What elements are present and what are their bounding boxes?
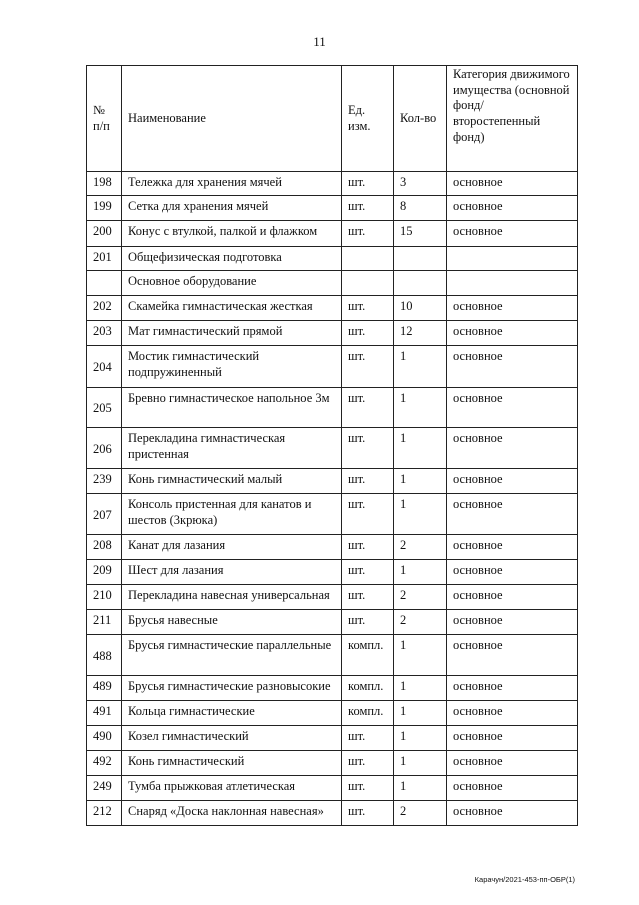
cell-name: Перекладина гимнастическая пристенная (122, 428, 342, 469)
cell-category: основное (447, 560, 578, 585)
cell-unit: шт. (342, 469, 394, 494)
cell-qty: 1 (394, 428, 447, 469)
cell-unit (342, 271, 394, 296)
cell-unit (342, 247, 394, 271)
cell-num: 492 (87, 751, 122, 776)
cell-unit: шт. (342, 388, 394, 428)
document-footer: Карачун/2021-453-пп-ОБР(1) (474, 875, 575, 884)
table-header-row (87, 66, 578, 172)
cell-name: Тележка для хранения мячей (122, 172, 342, 196)
cell-name: Бревно гимнастическое напольное 3м (122, 388, 342, 428)
cell-category (447, 247, 578, 271)
cell-name: Скамейка гимнастическая жесткая (122, 296, 342, 321)
cell-num: 239 (87, 469, 122, 494)
cell-unit: шт. (342, 585, 394, 610)
cell-num: 203 (87, 321, 122, 346)
cell-qty: 15 (394, 221, 447, 247)
table-row (87, 635, 578, 676)
cell-num: 198 (87, 172, 122, 196)
cell-qty: 1 (394, 560, 447, 585)
header-category: Категория движимого имущества (основной фонд/ второстепенный фонд) (447, 66, 578, 172)
cell-unit: компл. (342, 701, 394, 726)
cell-name: Конь гимнастический (122, 751, 342, 776)
cell-qty: 3 (394, 172, 447, 196)
cell-name: Шест для лазания (122, 560, 342, 585)
cell-category: основное (447, 801, 578, 826)
cell-category (447, 271, 578, 296)
table-row (87, 196, 578, 221)
cell-category: основное (447, 346, 578, 388)
table-row (87, 321, 578, 346)
cell-qty: 1 (394, 494, 447, 535)
cell-unit: шт. (342, 776, 394, 801)
cell-qty: 1 (394, 751, 447, 776)
cell-category: основное (447, 428, 578, 469)
table-row (87, 776, 578, 801)
cell-name: Конус с втулкой, палкой и флажком (122, 221, 342, 247)
cell-num: 199 (87, 196, 122, 221)
cell-qty (394, 271, 447, 296)
cell-name: Основное оборудование (122, 271, 342, 296)
cell-unit: шт. (342, 196, 394, 221)
cell-unit: шт. (342, 221, 394, 247)
cell-category: основное (447, 585, 578, 610)
page-number: 11 (313, 34, 326, 49)
cell-category: основное (447, 776, 578, 801)
table-row (87, 676, 578, 701)
cell-num: 249 (87, 776, 122, 801)
cell-num: 201 (87, 247, 122, 271)
cell-category: основное (447, 221, 578, 247)
cell-num: 210 (87, 585, 122, 610)
cell-unit: шт. (342, 726, 394, 751)
cell-qty: 1 (394, 701, 447, 726)
table-row (87, 494, 578, 535)
cell-num: 205 (87, 388, 122, 428)
table-row (87, 388, 578, 428)
cell-category: основное (447, 535, 578, 560)
cell-unit: шт. (342, 801, 394, 826)
cell-name: Козел гимнастический (122, 726, 342, 751)
cell-num: 202 (87, 296, 122, 321)
table-row (87, 801, 578, 826)
table-row (87, 585, 578, 610)
table-row (87, 172, 578, 196)
cell-category: основное (447, 321, 578, 346)
cell-num: 212 (87, 801, 122, 826)
cell-category: основное (447, 751, 578, 776)
inventory-table (86, 65, 578, 826)
cell-unit: шт. (342, 296, 394, 321)
cell-name: Тумба прыжковая атлетическая (122, 776, 342, 801)
cell-name: Конь гимнастический малый (122, 469, 342, 494)
cell-name: Канат для лазания (122, 535, 342, 560)
table-row (87, 428, 578, 469)
table-row (87, 221, 578, 247)
cell-qty: 1 (394, 346, 447, 388)
header-name: Наименование (122, 66, 342, 172)
cell-category: основное (447, 610, 578, 635)
cell-qty: 2 (394, 801, 447, 826)
table-row (87, 751, 578, 776)
cell-num: 488 (87, 635, 122, 676)
cell-num: 206 (87, 428, 122, 469)
cell-qty: 8 (394, 196, 447, 221)
cell-name: Мостик гимнастический подпружиненный (122, 346, 342, 388)
cell-category: основное (447, 196, 578, 221)
table-row (87, 610, 578, 635)
cell-category: основное (447, 726, 578, 751)
cell-qty: 10 (394, 296, 447, 321)
cell-unit: шт. (342, 321, 394, 346)
cell-name: Кольца гимнастические (122, 701, 342, 726)
table-row (87, 271, 578, 296)
cell-unit: шт. (342, 610, 394, 635)
cell-category: основное (447, 635, 578, 676)
cell-name: Сетка для хранения мячей (122, 196, 342, 221)
table-row (87, 560, 578, 585)
cell-name: Общефизическая подготовка (122, 247, 342, 271)
cell-category: основное (447, 701, 578, 726)
cell-num: 491 (87, 701, 122, 726)
cell-unit: компл. (342, 635, 394, 676)
table-row (87, 535, 578, 560)
cell-name: Брусья навесные (122, 610, 342, 635)
cell-qty (394, 247, 447, 271)
cell-qty: 1 (394, 469, 447, 494)
cell-num: 490 (87, 726, 122, 751)
table-row (87, 469, 578, 494)
cell-num: 208 (87, 535, 122, 560)
cell-category: основное (447, 469, 578, 494)
cell-qty: 1 (394, 388, 447, 428)
header-qty: Кол-во (394, 66, 447, 172)
cell-qty: 1 (394, 676, 447, 701)
cell-category: основное (447, 388, 578, 428)
cell-qty: 1 (394, 635, 447, 676)
cell-category: основное (447, 676, 578, 701)
cell-qty: 2 (394, 535, 447, 560)
cell-unit: шт. (342, 172, 394, 196)
cell-qty: 2 (394, 610, 447, 635)
table-row (87, 346, 578, 388)
cell-num: 211 (87, 610, 122, 635)
cell-name: Снаряд «Доска наклонная навесная» (122, 801, 342, 826)
cell-qty: 1 (394, 726, 447, 751)
cell-qty: 12 (394, 321, 447, 346)
cell-name: Брусья гимнастические разновысокие (122, 676, 342, 701)
cell-unit: шт. (342, 346, 394, 388)
cell-num: 207 (87, 494, 122, 535)
header-unit: Ед. изм. (342, 66, 394, 172)
table-row (87, 726, 578, 751)
table-row (87, 247, 578, 271)
cell-unit: шт. (342, 560, 394, 585)
cell-num: 489 (87, 676, 122, 701)
cell-qty: 2 (394, 585, 447, 610)
cell-name: Перекладина навесная универсальная (122, 585, 342, 610)
table-row (87, 701, 578, 726)
cell-unit: шт. (342, 535, 394, 560)
cell-name: Мат гимнастический прямой (122, 321, 342, 346)
cell-unit: шт. (342, 751, 394, 776)
cell-num: 200 (87, 221, 122, 247)
cell-unit: шт. (342, 494, 394, 535)
cell-name: Консоль пристенная для канатов и шестов (3крюка) (122, 494, 342, 535)
cell-unit: шт. (342, 428, 394, 469)
cell-name: Брусья гимнастические параллельные (122, 635, 342, 676)
cell-num: 209 (87, 560, 122, 585)
cell-category: основное (447, 172, 578, 196)
cell-category: основное (447, 494, 578, 535)
cell-category: основное (447, 296, 578, 321)
cell-unit: компл. (342, 676, 394, 701)
table-row (87, 296, 578, 321)
cell-qty: 1 (394, 776, 447, 801)
header-num: № п/п (87, 66, 122, 172)
cell-num: 204 (87, 346, 122, 388)
cell-num (87, 271, 122, 296)
